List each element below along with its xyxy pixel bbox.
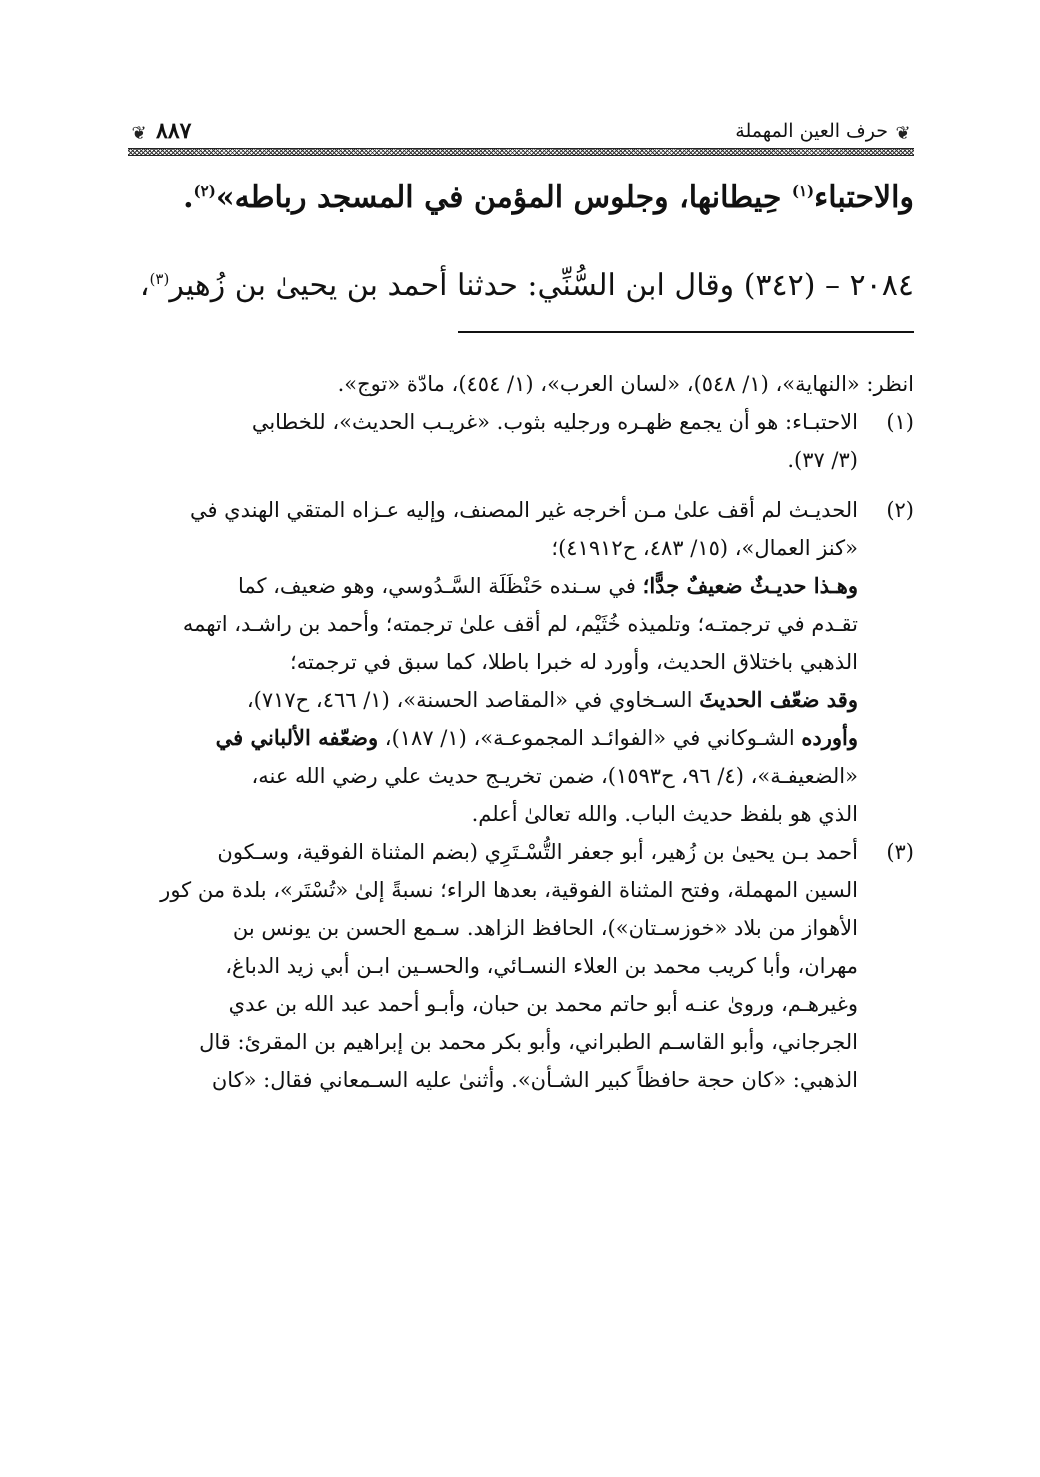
footnote-separator xyxy=(458,331,914,333)
grading-bold: وهـذا حديـثٌ ضعيفٌ جدًّا؛ xyxy=(642,573,858,598)
footnote-line: وغيرهـم، وروىٰ عنـه أبو حاتم محمد بن حبان، وأبـو أحمد عبد الله بن عدي xyxy=(228,992,858,1016)
footnote-line: الذي هو بلفظ حديث الباب. والله تعالىٰ أعلم. xyxy=(471,802,858,826)
footnote-line: تقـدم في ترجمتـه؛ وتلميذه خُثَيْم، لم أقف علىٰ ترجمته؛ وأحمد بن راشـد، اتهمه xyxy=(182,612,858,636)
footnote-3 xyxy=(128,833,914,1099)
footnote-ref-1[interactable]: (١) xyxy=(791,182,815,200)
footnote-line: مهران، وأبا كريب محمد بن العلاء النسـائي، والحسـين ابـن أبي زيد الدباغ، xyxy=(225,954,858,978)
footnote-line: وأورده الشـوكاني في «الفوائـد المجموعـة»، (١/ ١٨٧)، وضعّفه الألباني في xyxy=(215,725,858,750)
running-header xyxy=(128,118,914,158)
footnote-line: وهـذا حديـثٌ ضعيفٌ جدًّا؛ في سـنده حَنْظَلَة السَّـدُوسي، وهو ضعيف، كما xyxy=(237,573,858,598)
footnote-line: الأهواز من بلاد «خوزسـتان»)، الحافظ الزاهد. سـمع الحسن بن يونس بن xyxy=(232,916,858,940)
hadith-heading-line: ٢٠٨٤ – (٣٤٢) وقال ابن السُّنِّي: حدثنا أحمد بن يحيىٰ بن زُهير$^{(٣)}$، xyxy=(139,268,914,303)
footnote-1 xyxy=(128,403,914,479)
footnote-line: أحمد بـن يحيىٰ بن زُهير، أبو جعفر التُّسْـتَرِي (بضم المثناة الفوقية، وسـكون xyxy=(217,840,858,864)
footnote-3-number: (٣) xyxy=(886,840,914,864)
footnote-line: الاحتبـاء: هو أن يجمع ظهـره ورجليه بثوب. «غريـب الحديث»، للخطابي xyxy=(251,410,858,434)
footnote-line: الحديـث لم أقف علىٰ مـن أخرجه غير المصنف، وإليه عـزاه المتقي الهندي في xyxy=(189,498,858,522)
bold-phrase: وضعّفه الألباني في xyxy=(215,725,379,750)
footnote-1-number: (١) xyxy=(886,410,914,434)
footnotes xyxy=(128,365,914,1099)
bold-phrase: وأورده xyxy=(801,725,858,750)
footnote-line: الذهبي: «كان حجة حافظاً كبير الشـأن». وأثنىٰ عليه السـمعاني فقال: «كان xyxy=(211,1068,858,1092)
header-rule xyxy=(128,148,914,156)
footnote-line: «كنز العمال»، (١٥/ ٤٨٣، ح٤١٩١٢)؛ xyxy=(551,536,858,560)
bold-phrase: وقد ضعّف الحديثَ xyxy=(699,687,858,712)
ornament-left-icon: ❦ xyxy=(131,123,147,144)
footnote-line: «الضعيفـة»، (٤/ ٩٦، ح١٥٩٣)، ضمن تخريـج حديث علي رضي الله عنه، xyxy=(251,764,858,788)
ornament-right-icon: ❦ xyxy=(895,123,911,144)
footnote-ref-2[interactable]: (٢) xyxy=(193,182,216,200)
footnote-line: وقد ضعّف الحديثَ السـخاوي في «المقاصد الحسنة»، (١/ ٤٦٦، ح٧١٧)، xyxy=(246,687,858,712)
footnote-line: الجرجاني، وأبو القاسـم الطبراني، وأبو بكر محمد بن إبراهيم بن المقرئ: قال xyxy=(199,1030,858,1054)
footnote-2-number: (٢) xyxy=(886,498,914,522)
footnote-line: الذهبي باختلاق الحديث، وأورد له خبرا باطلا، كما سبق في ترجمته؛ xyxy=(290,650,858,674)
footnote-continued: انظر: «النهاية»، (١/ ٥٤٨)، «لسان العرب»، (١/ ٤٥٤)، مادّة «توج». xyxy=(337,372,914,396)
footnote-ref-3[interactable]: (٣) xyxy=(149,270,170,288)
section-title: حرف العين المهملة xyxy=(735,120,888,142)
page-number: ٨٨٧ xyxy=(156,118,192,144)
footnote-line: (٣/ ٣٧). xyxy=(787,448,858,472)
main-text-line-1: والاحتباء$^{(١)}$ حِيطانها، وجلوس المؤمن في المسجد رباطه»$^{(٢)}$. xyxy=(183,180,914,215)
footnote-2 xyxy=(128,491,914,833)
footnote-line: السين المهملة، وفتح المثناة الفوقية، بعدها الراء؛ نسبةً إلىٰ «تُسْتَر»، بلدة من كور xyxy=(160,878,858,902)
